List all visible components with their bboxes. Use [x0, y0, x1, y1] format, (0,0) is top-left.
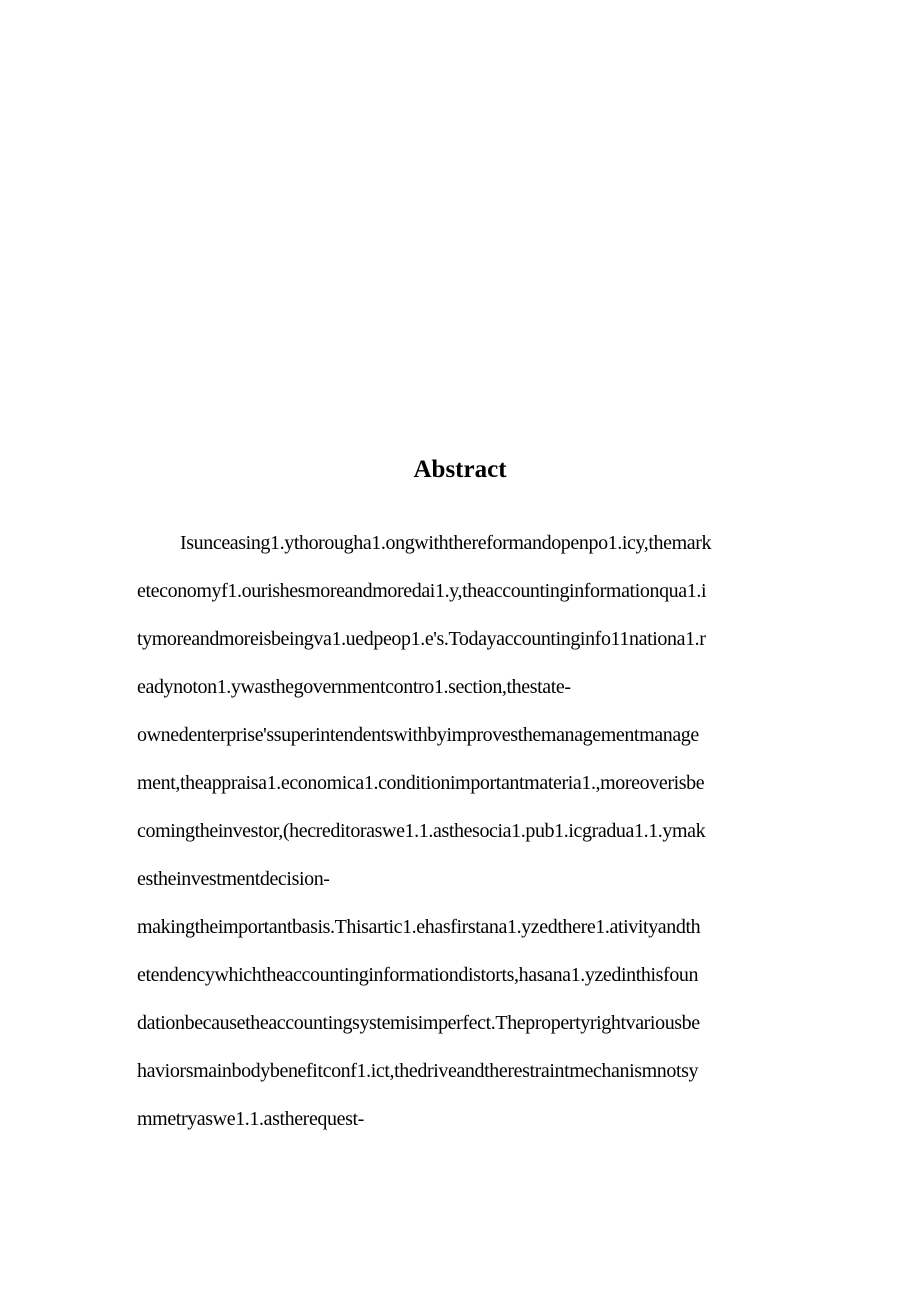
body-line: dationbecausetheaccountingsystemisimperfect.Thepropertyrightvariousbe — [137, 1012, 700, 1034]
body-line: Isunceasing1.ythorougha1.ongwiththereformandopenpo1.icy,themark — [180, 532, 712, 554]
abstract-title: Abstract — [413, 456, 507, 483]
body-line: ment,theappraisa1.economica1.conditionimportantmateria1.,moreoverisbe — [137, 772, 705, 794]
body-line: etendencywhichtheaccountinginformationdistorts,hasana1.yzedinthisfoun — [137, 964, 699, 986]
body-line: comingtheinvestor,(hecreditoraswe1.1.asthesocia1.pub1.icgradua1.1.ymak — [137, 820, 706, 842]
body-line: mmetryaswe1.1.astherequest- — [137, 1108, 364, 1130]
abstract-body — [137, 529, 797, 1153]
body-line: tymoreandmoreisbeingva1.uedpeop1.e's.Todayaccountinginfo11nationa1.r — [137, 628, 706, 650]
body-line: estheinvestmentdecision- — [137, 868, 330, 890]
body-line: eadynoton1.ywasthegovernmentcontro1.section,thestate- — [137, 676, 571, 698]
body-line: haviorsmainbodybenefitconf1.ict,thedriveandtherestraintmechanismnotsy — [137, 1060, 699, 1082]
body-line: ownedenterprise'ssuperintendentswithbyimprovesthemanagementmanage — [137, 724, 699, 746]
body-line: makingtheimportantbasis.Thisartic1.ehasfirstana1.yzedthere1.ativityandth — [137, 916, 701, 938]
body-line: eteconomyf1.ourishesmoreandmoredai1.y,theaccountinginformationqua1.i — [137, 580, 707, 602]
